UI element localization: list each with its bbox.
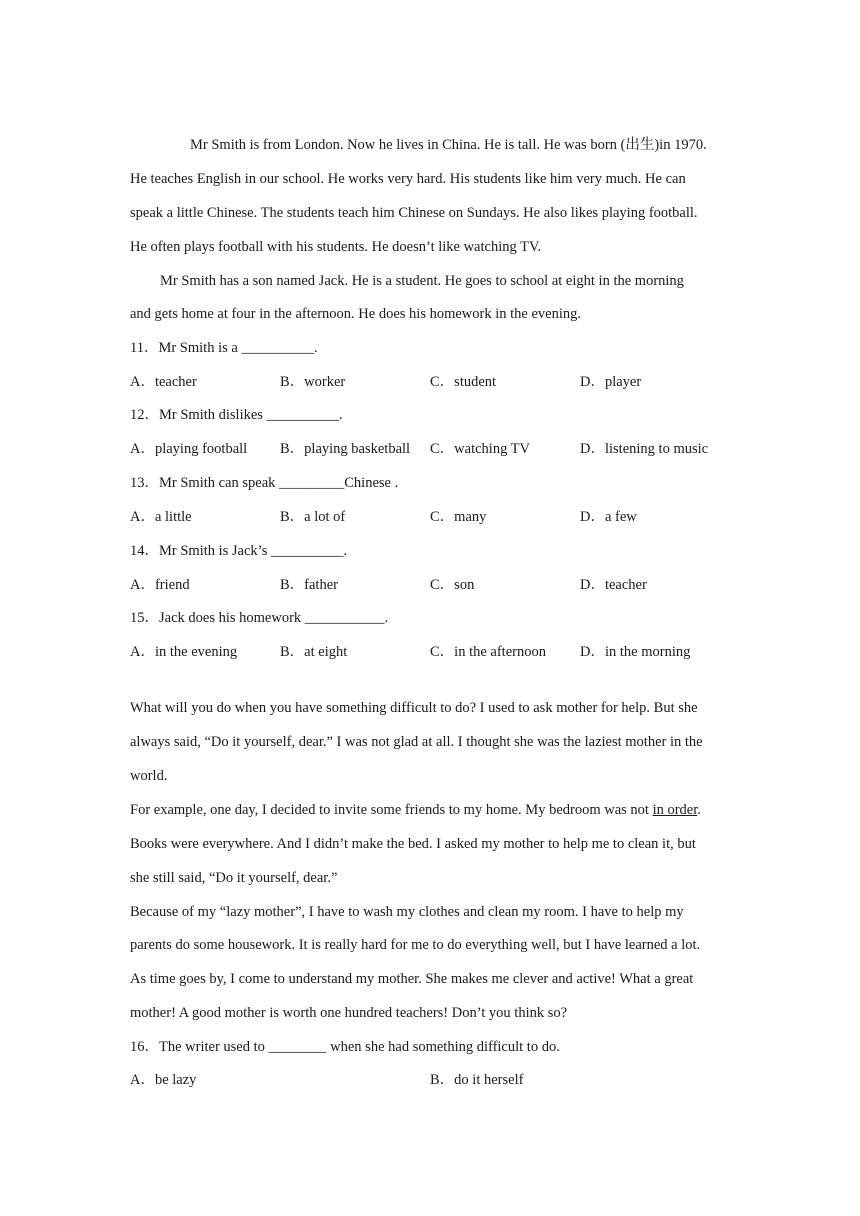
q11-option-b: B．worker: [280, 374, 346, 390]
question-14-stem: 14．Mr Smith is Jack’s __________.: [130, 543, 348, 559]
question-16-stem: 16．The writer used to ________ when she had something difficult to do.: [130, 1039, 560, 1055]
passage2-line-7: Because of my “lazy mother”, I have to wash my clothes and clean my room. I have to help my: [130, 904, 684, 920]
passage1-line-6: and gets home at four in the afternoon. He does his homework in the evening.: [130, 306, 581, 322]
q13-option-c: C．many: [430, 509, 487, 525]
passage2-line-2: always said, “Do it yourself, dear.” I was not glad at all. I thought she was the laziest mother in the: [130, 734, 703, 750]
question-12-stem: 12．Mr Smith dislikes __________.: [130, 407, 343, 423]
q14-option-a: A．friend: [130, 577, 190, 593]
passage2-line-10: mother! A good mother is worth one hundred teachers! Don’t you think so?: [130, 1005, 568, 1021]
q12-option-d: D．listening to music: [580, 441, 709, 457]
q16-option-a: A．be lazy: [130, 1072, 197, 1088]
passage1-line-4: He often plays football with his students. He doesn’t like watching TV.: [130, 239, 542, 255]
passage2-line-4-text: For example, one day, I decided to invite some friends to my home. My bedroom was not: [130, 802, 653, 818]
passage1-line-3: speak a little Chinese. The students teach him Chinese on Sundays. He also likes playing football.: [130, 205, 698, 221]
passage2-line-6: she still said, “Do it yourself, dear.”: [130, 870, 338, 886]
passage2-line-4-tail: .: [697, 802, 701, 818]
q11-option-c: C．student: [430, 374, 497, 390]
question-11-stem: 11．Mr Smith is a __________.: [130, 340, 318, 356]
q15-option-b: B．at eight: [280, 644, 348, 660]
question-13-stem: 13．Mr Smith can speak _________Chinese .: [130, 475, 399, 491]
passage2-line-1: What will you do when you have something difficult to do? I used to ask mother for help. But she: [130, 700, 698, 716]
q16-option-b: B．do it herself: [430, 1072, 524, 1088]
passage1-line-2: He teaches English in our school. He works very hard. His students like him very much. He can: [130, 171, 686, 187]
passage2-line-9: As time goes by, I come to understand my mother. She makes me clever and active! What a great: [130, 971, 694, 987]
q13-option-a: A．a little: [130, 509, 192, 525]
passage2-line-3: world.: [130, 768, 168, 784]
passage2-line-5: Books were everywhere. And I didn’t make the bed. I asked my mother to help me to clean it, but: [130, 836, 696, 852]
question-15-stem: 15．Jack does his homework ___________.: [130, 610, 389, 626]
q15-option-a: A．in the evening: [130, 644, 238, 660]
q14-option-d: D．teacher: [580, 577, 647, 593]
q15-option-c: C．in the afternoon: [430, 644, 546, 660]
q12-option-b: B．playing basketball: [280, 441, 411, 457]
underlined-phrase: in order: [652, 802, 698, 818]
q14-option-c: C．son: [430, 577, 475, 593]
q15-option-d: D．in the morning: [580, 644, 691, 660]
q13-option-d: D．a few: [580, 509, 637, 525]
q12-option-a: A．playing football: [130, 441, 248, 457]
passage2-line-8: parents do some housework. It is really hard for me to do everything well, but I have learned a lot.: [130, 937, 701, 953]
q13-option-b: B．a lot of: [280, 509, 346, 525]
passage1-line-1: Mr Smith is from London. Now he lives in China. He is tall. He was born (出生)in 1970.: [190, 137, 707, 153]
passage1-line-5: Mr Smith has a son named Jack. He is a student. He goes to school at eight in the morning: [160, 273, 684, 289]
q12-option-c: C．watching TV: [430, 441, 531, 457]
passage2-line-4: [130, 803, 701, 818]
q11-option-d: D．player: [580, 374, 642, 390]
q11-option-a: A．teacher: [130, 374, 197, 390]
q14-option-b: B．father: [280, 577, 338, 593]
